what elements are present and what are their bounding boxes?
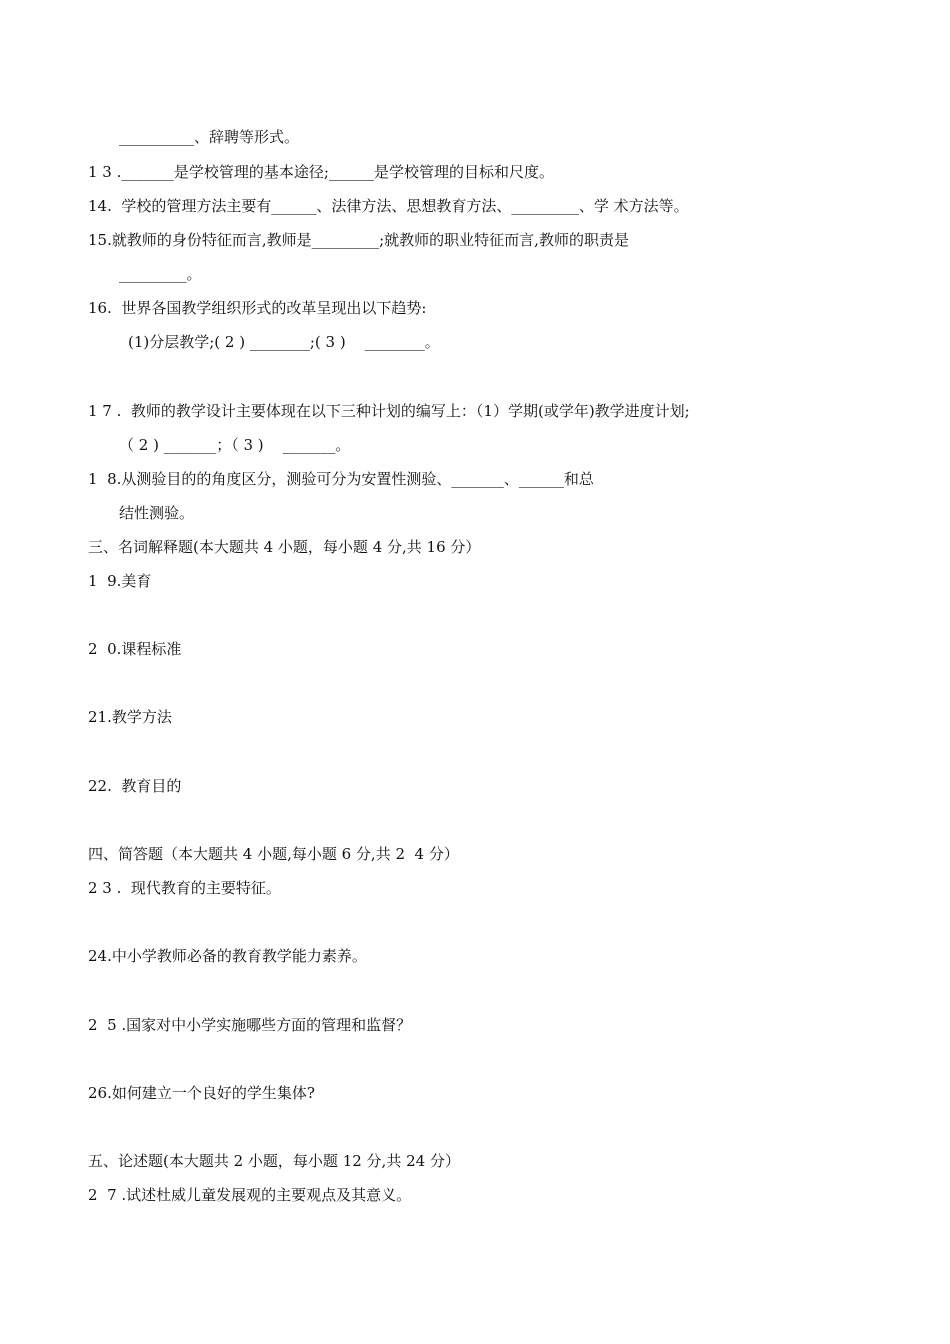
q14-text: 14. 学校的管理方法主要有______、法律方法、思想教育方法、_________、学 术方法等。 (88, 197, 689, 215)
q13-text: 1 3 ._______是学校管理的基本途径;______是学校管理的目标和尺度。 (88, 163, 554, 181)
q19-text: 1 9.美育 (88, 572, 152, 590)
q20-text: 2 0.课程标准 (88, 640, 182, 658)
q22-text: 22. 教育目的 (88, 777, 182, 795)
q18-continuation: 结性测验。 (119, 504, 195, 522)
q15-continuation: _________。 (119, 265, 202, 283)
q21-text: 21.教学方法 (88, 708, 172, 726)
q18-text: 1 8.从测验目的的角度区分，测验可分为安置性测验、_______、______和总 (88, 470, 594, 488)
q26-text: 26.如何建立一个良好的学生集体? (88, 1084, 315, 1102)
section-4-heading: 四、简答题（本大题共 4 小题,每小题 6 分,共 2 4 分） (88, 845, 459, 863)
q27-text: 2 7 .试述杜威儿童发展观的主要观点及其意义。 (88, 1186, 412, 1204)
q24-text: 24.中小学教师必备的教育教学能力素养。 (88, 947, 367, 965)
q17-items: （ 2 ) _______；（ 3 ) _______。 (119, 436, 351, 454)
q15-text: 15.就教师的身份特征而言,教师是_________;就教师的职业特征而言,教师的职责是 (88, 231, 629, 249)
q17-text: 1 7 . 教师的教学设计主要体现在以下三种计划的编写上：（1）学期(或学年)教学进度计划; (88, 402, 690, 420)
q16-items: (1)分层教学;( 2 ) ________;( 3 ) ________。 (128, 333, 440, 351)
q12-continuation: __________、辞聘等形式。 (119, 128, 300, 146)
q16-text: 16. 世界各国教学组织形式的改革呈现出以下趋势: (88, 299, 427, 317)
section-3-heading: 三、名词解释题(本大题共 4 小题，每小题 4 分,共 16 分） (88, 538, 481, 556)
q25-text: 2 5 .国家对中小学实施哪些方面的管理和监督？ (88, 1016, 412, 1034)
q23-text: 2 3 . 现代教育的主要特征。 (88, 879, 281, 897)
section-5-heading: 五、论述题(本大题共 2 小题，每小题 12 分,共 24 分） (88, 1152, 460, 1170)
